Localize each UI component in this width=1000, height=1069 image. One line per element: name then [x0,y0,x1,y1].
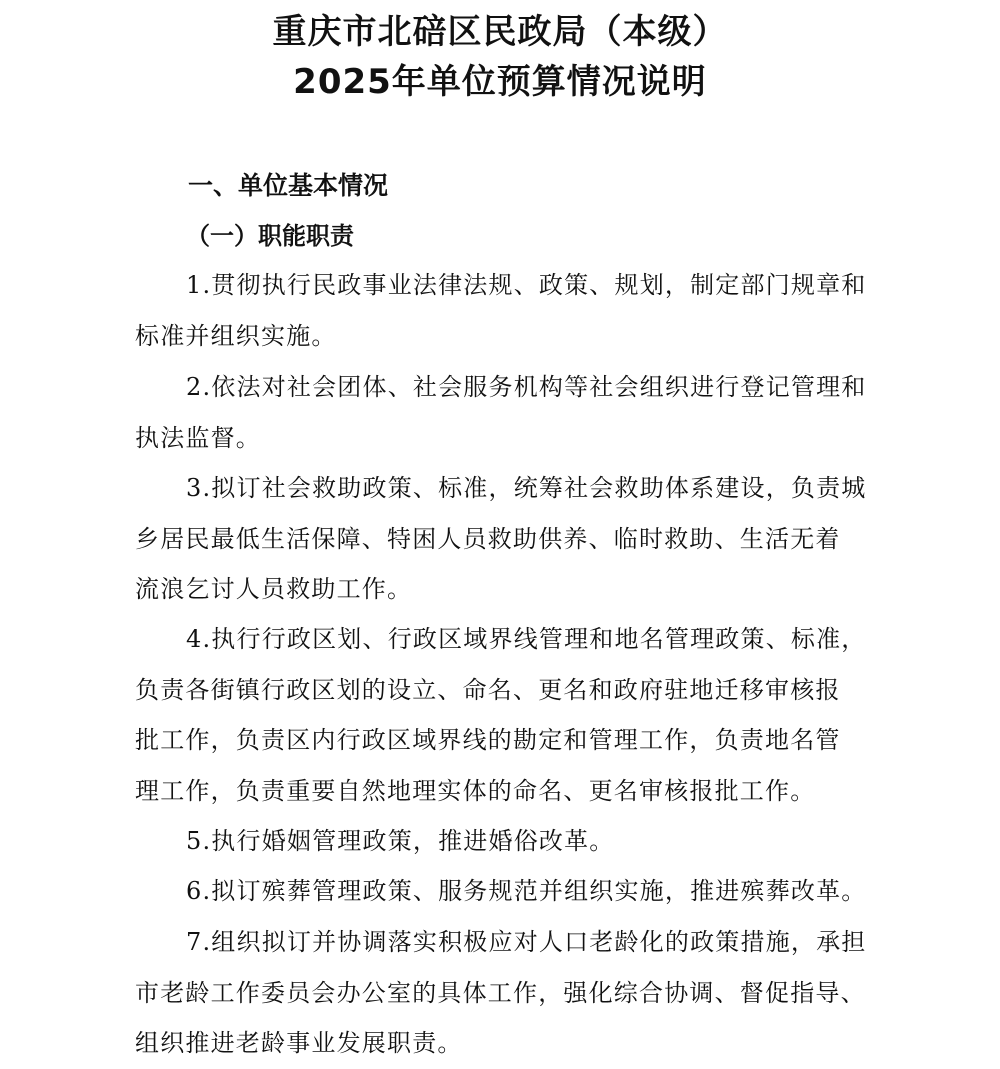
duty-item-3-line-2: 乡居民最低生活保障、特困人员救助供养、临时救助、生活无着 [135,524,841,553]
duty-item-5-line-1: 5.执行婚姻管理政策，推进婚俗改革。 [186,827,615,855]
subsection-heading: （一）职能职责 [186,221,354,250]
duty-item-4-line-1: 4.执行行政区划、行政区域界线管理和地名管理政策、标准， [186,625,867,653]
duty-item-3-line-3: 流浪乞讨人员救助工作。 [135,575,413,603]
duty-item-6 [0,866,1000,917]
document-title-line-1: 重庆市北碚区民政局（本级） [272,12,728,52]
duty-item-7-line-2: 市老龄工作委员会办公室的具体工作，强化综合协调、督促指导、 [135,978,866,1007]
duty-item-3-line-1: 3.拟订社会救助政策、标准，统筹社会救助体系建设，负责城 [186,474,867,502]
duty-item-4 [0,614,1000,816]
duty-item-7 [0,917,1000,1069]
section-heading: 一、单位基本情况 [188,171,389,200]
duty-item-2-line-2: 执法监督。 [135,423,261,452]
duty-item-2 [0,362,1000,463]
duty-item-1 [0,260,1000,361]
duty-item-6-line-1: 6.拟订殡葬管理政策、服务规范并组织实施，推进殡葬改革。 [186,877,867,905]
duty-item-7-line-3: 组织推进老龄事业发展职责。 [135,1029,463,1057]
duty-item-4-line-2: 负责各街镇行政区划的设立、命名、更名和政府驻地迁移审核报 [135,675,841,704]
duty-item-3 [0,463,1000,615]
duty-item-5 [0,816,1000,867]
duty-item-4-line-3: 批工作，负责区内行政区域界线的勘定和管理工作，负责地名管 [135,726,841,754]
duty-item-1-line-1: 1.贯彻执行民政事业法律法规、政策、规划，制定部门规章和 [186,271,867,299]
duty-item-1-line-2: 标准并组织实施。 [135,321,337,350]
document-title-line-2: 2025年单位预算情况说明 [293,62,707,102]
duty-item-4-line-4: 理工作，负责重要自然地理实体的命名、更名审核报批工作。 [135,776,816,805]
duty-item-7-line-1: 7.组织拟订并协调落实积极应对人口老龄化的政策措施，承担 [186,928,867,956]
duty-item-2-line-1: 2.依法对社会团体、社会服务机构等社会组织进行登记管理和 [186,373,867,401]
